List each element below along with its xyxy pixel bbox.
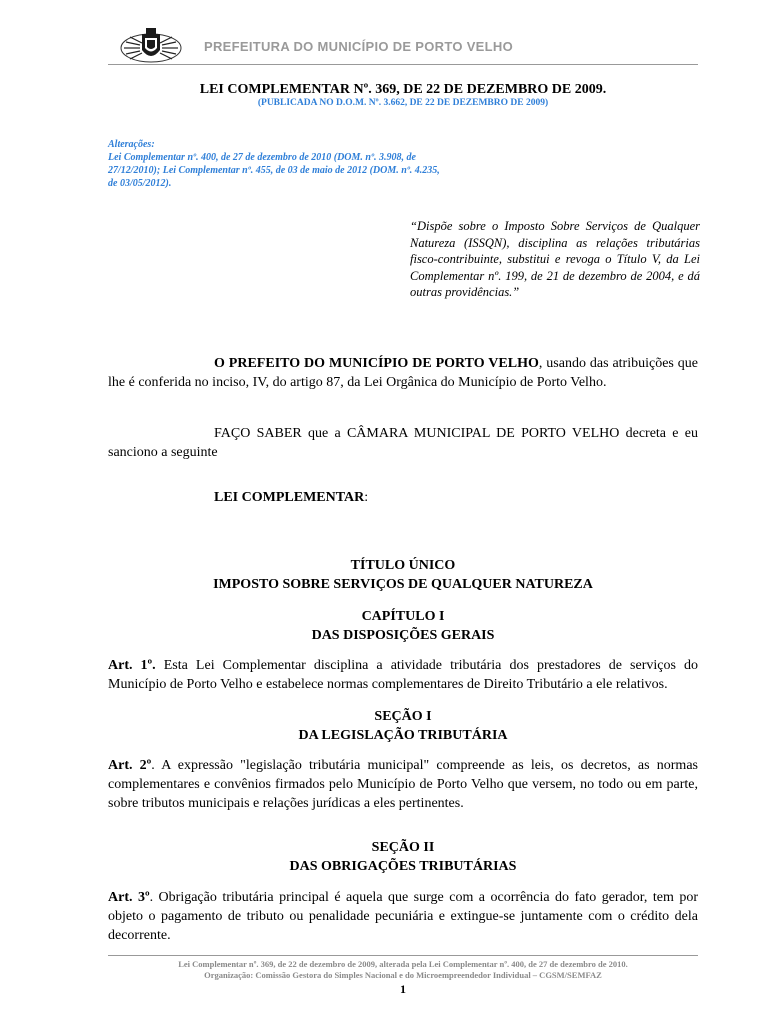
article-1-label: Art. 1º. [108,658,156,673]
article-1 [108,656,698,694]
preamble-paragraph [108,354,698,392]
section-2-heading [108,838,698,876]
article-2-label: Art. 2º [108,758,152,773]
article-2 [108,756,698,813]
article-3-text: . Obrigação tributária principal é aquela que surge com a ocorrência do fato gerador, tem por objeto o pagamento de tributo ou penalidade pecuniária e extingue-se juntamente com o crédito dela decorrente. [108,890,698,943]
article-3 [108,888,698,945]
law-title: LEI COMPLEMENTAR Nº. 369, DE 22 DE DEZEMBRO DE 2009. [199,82,607,97]
chapter-line-2: DAS DISPOSIÇÕES GERAIS [311,628,495,643]
section-2-line-2: DAS OBRIGAÇÕES TRIBUTÁRIAS [289,859,517,874]
amendments-text: Lei Complementar nº. 400, de 27 de dezembro de 2010 (DOM. nº. 3.908, de 27/12/2010); Lei Complementar nº. 455, de 03 de maio de 2012 (DOM. nº. 4.235, de 03/05/2012). [108,152,440,189]
chapter-heading [108,607,698,645]
header-title: PREFEITURA DO MUNICÍPIO DE PORTO VELHO [204,39,513,54]
header-divider [108,64,698,65]
footer-citation: Lei Complementar nº. 369, de 22 de dezembro de 2009, alterada pela Lei Complementar nº. 400, de 27 de dezembro de 2010. [178,959,628,969]
title-heading [108,556,698,594]
amendments-heading: Alterações: [108,139,155,150]
footer-organization: Organização: Comissão Gestora do Simples Nacional e do Microempreendedor Individual – CGSM/SEMFAZ [204,970,602,980]
lei-label: LEI COMPLEMENTAR [214,490,365,505]
article-3-label: Art. 3º [108,890,150,905]
faco-saber-text: FAÇO SABER que a CÂMARA MUNICIPAL DE PORTO VELHO decreta e eu sanciono a seguinte [108,426,698,460]
lei-colon: : [364,490,369,505]
preamble-text: , usando das atribuições que lhe é conferida no inciso, IV, do artigo 87, da Lei Orgânica do Município de Porto Velho. [108,356,698,390]
law-summary: “Dispõe sobre o Imposto Sobre Serviços de Qualquer Natureza (ISSQN), disciplina as relações tributárias fisco-contribuinte, substitui e revoga o Título V, da Lei Complementar nº. 199, de 21 de dezembro de 2004, e dá outras providências.” [410,219,700,299]
law-publication: (PUBLICADA NO D.O.M. Nº. 3.662, DE 22 DE DEZEMBRO DE 2009) [257,98,549,108]
article-2-text: . A expressão "legislação tributária municipal" compreende as leis, os decretos, as normas complementares e convênios firmados pelo Município de Porto Velho que versem, no todo ou em parte, sobre tributos municipais e relações jurídicas a eles pertinentes. [108,758,698,811]
coat-of-arms-icon [120,26,182,66]
amendments-note [108,138,446,190]
footer-divider [108,955,698,956]
title-line-1: TÍTULO ÚNICO [350,558,456,573]
section-1-line-2: DA LEGISLAÇÃO TRIBUTÁRIA [298,728,508,743]
preamble-mayor: O PREFEITO DO MUNICÍPIO DE PORTO VELHO [214,356,539,371]
chapter-line-1: CAPÍTULO I [361,609,445,624]
section-2-line-1: SEÇÃO II [371,840,435,855]
faco-saber-paragraph [108,424,698,462]
section-1-heading [108,707,698,745]
article-1-text: Esta Lei Complementar disciplina a atividade tributária dos prestadores de serviços do Município de Porto Velho e estabelece normas complementares de Direito Tributário a ele relativos. [108,658,698,692]
page-number: 1 [400,982,406,996]
title-line-2: IMPOSTO SOBRE SERVIÇOS DE QUALQUER NATUREZA [213,577,593,592]
lei-complementar-label [108,488,698,507]
section-1-line-1: SEÇÃO I [374,709,432,724]
